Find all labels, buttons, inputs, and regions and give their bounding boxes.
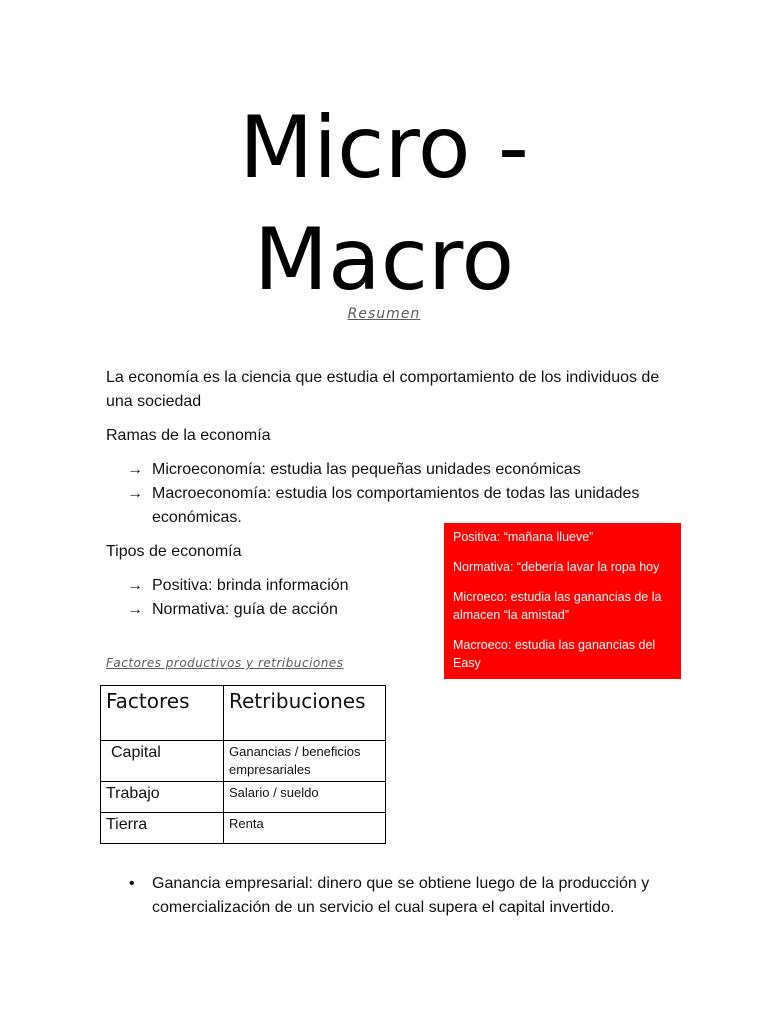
- list-item-text: Microeconomía: estudia las pequeñas unidades económicas: [152, 461, 581, 478]
- table-cell: Trabajo: [101, 782, 224, 813]
- red-note-box: [444, 523, 681, 679]
- ramas-list: [127, 458, 657, 530]
- list-item-text: Ganancia empresarial: dinero que se obtiene luego de la producción y comercialización de un servicio el cual supera el capital invertido.: [152, 875, 650, 916]
- table-cell: Capital: [101, 741, 224, 782]
- title-line-1: Micro -: [239, 98, 529, 198]
- table-cell: Renta: [224, 813, 386, 844]
- table-row: [101, 782, 386, 813]
- title-line-2: Macro: [253, 210, 515, 310]
- note-line: Microeco: estudia las ganancias de la almacen “la amistad”: [453, 590, 662, 622]
- table-header-cell: Factores: [101, 686, 224, 741]
- ramas-heading: Ramas de la economía: [106, 427, 271, 444]
- list-item-text: Normativa: guía de acción: [152, 601, 338, 618]
- arrow-icon: →: [127, 601, 143, 618]
- list-item-text: Positiva: brinda información: [152, 577, 349, 594]
- table-header-row: [101, 686, 386, 741]
- table-cell: Salario / sueldo: [224, 782, 386, 813]
- bullet-list: [127, 872, 687, 920]
- factors-section-heading: Factores productivos y retribuciones: [106, 656, 344, 670]
- note-line: Macroeco: estudia las ganancias del Easy: [453, 638, 656, 670]
- table-row: [101, 741, 386, 782]
- list-item-text: Macroeconomía: estudia los comportamientos de todas las unidades económicas.: [152, 485, 640, 526]
- bullet-icon: •: [129, 875, 135, 892]
- intro-paragraph: La economía es la ciencia que estudia el comportamiento de los individuos de una sociedad: [106, 369, 660, 410]
- list-item: [127, 458, 657, 482]
- arrow-icon: →: [127, 485, 143, 502]
- arrow-icon: →: [127, 461, 143, 478]
- arrow-icon: →: [127, 577, 143, 594]
- document-title: [0, 92, 768, 316]
- tipos-heading: Tipos de economía: [106, 543, 242, 560]
- table-row: [101, 813, 386, 844]
- list-item: [127, 872, 687, 920]
- factors-table: [100, 685, 386, 844]
- note-line: Normativa: “debería lavar la ropa hoy: [453, 560, 660, 574]
- document-subtitle: Resumen: [347, 306, 421, 322]
- table-cell: Tierra: [101, 813, 224, 844]
- table-cell: Ganancias / beneficios empresariales: [224, 741, 386, 782]
- table-header-cell: Retribuciones: [224, 686, 386, 741]
- note-line: Positiva: “mañana llueve”: [453, 530, 594, 544]
